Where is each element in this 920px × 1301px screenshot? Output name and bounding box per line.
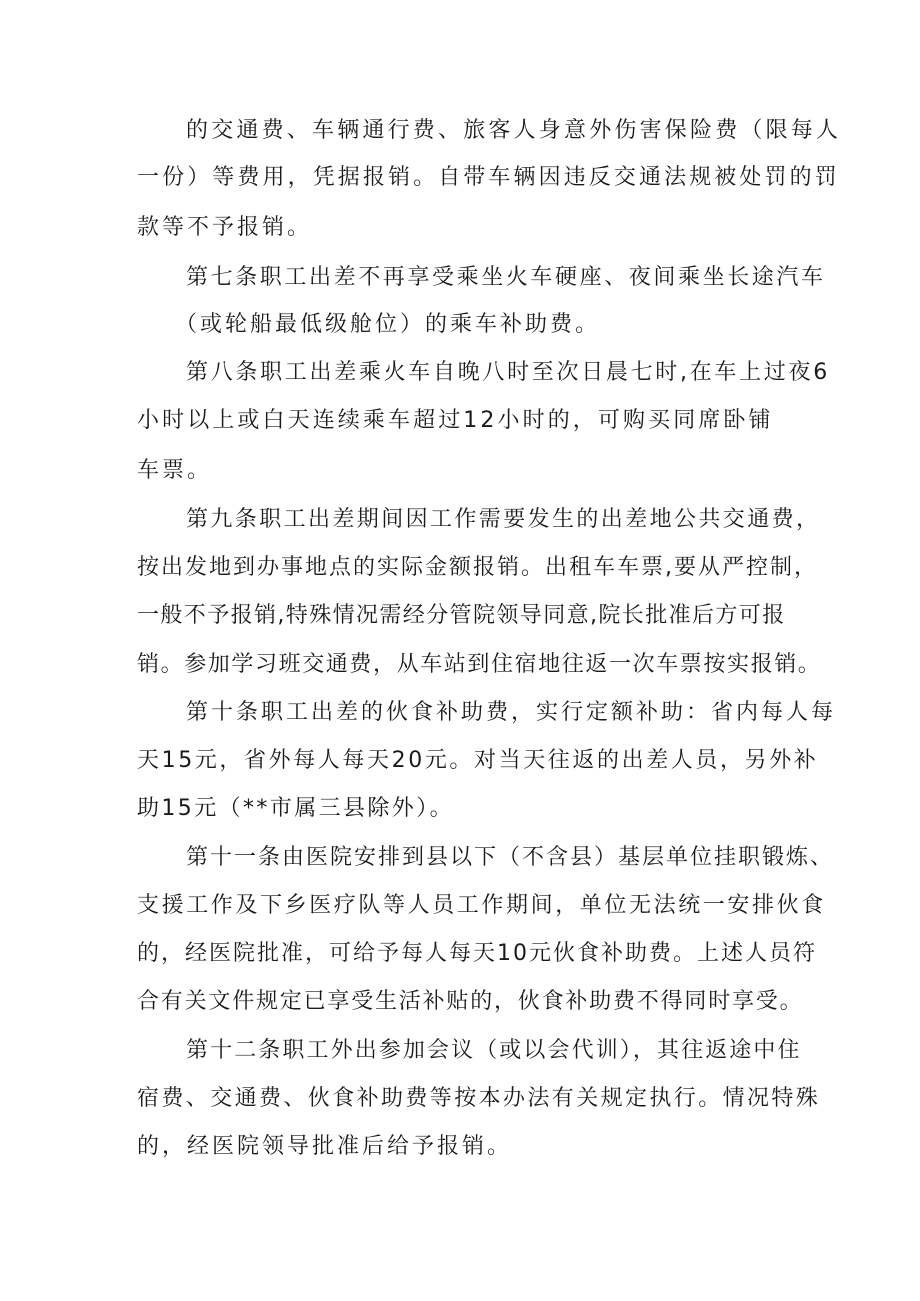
text-line: 按出发地到办事地点的实际金额报销。出租车车票,要从严控制， xyxy=(137,555,818,580)
text-line: 第十二条职工外出参加会议（或以会代训），其往返途中住 xyxy=(186,1038,802,1063)
text-line: 销。参加学习班交通费，从车站到住宿地往返一次车票按实报销。 xyxy=(137,652,822,677)
text-line: 第十条职工出差的伙食补助费，实行定额补助：省内每人每 xyxy=(186,700,837,725)
text-line: 小时以上或白天连续乘车超过12小时的，可购买同席卧铺 xyxy=(137,408,774,433)
text-line: （或轮船最低级舱位）的乘车补助费。 xyxy=(175,312,601,337)
text-line: 一般不予报销,特殊情况需经分管院领导同意,院长批准后方可报 xyxy=(137,603,786,628)
text-line: 第八条职工出差乘火车自晚八时至次日晨七时,在车上过夜6 xyxy=(186,360,830,385)
text-line: 第十一条由医院安排到县以下（不含县）基层单位挂职锻炼、 xyxy=(186,845,835,870)
text-line: 的交通费、车辆通行费、旅客人身意外伤害保险费（限每人 xyxy=(186,118,842,143)
text-line: 支援工作及下乡医疗队等人员工作期间，单位无法统一安排伙食 xyxy=(137,893,826,918)
text-line: 助15元（**市属三县除外）。 xyxy=(137,796,454,821)
text-line: 合有关文件规定已享受生活补贴的，伙食补助费不得同时享受。 xyxy=(137,989,804,1014)
text-line: 天15元，省外每人每天20元。对当天往返的出差人员，另外补 xyxy=(137,748,819,773)
text-line: 一份）等费用，凭据报销。自带车辆因违反交通法规被处罚的罚 xyxy=(137,165,840,190)
text-line: 第七条职工出差不再享受乘坐火车硬座、夜间乘坐长途汽车 xyxy=(186,265,826,290)
text-line: 第九条职工出差期间因工作需要发生的出差地公共交通费， xyxy=(186,507,821,532)
text-line: 宿费、交通费、伙食补助费等按本办法有关规定执行。情况特殊 xyxy=(137,1086,821,1111)
text-line: 的，经医院领导批准后给予报销。 xyxy=(137,1134,513,1159)
text-line: 车票。 xyxy=(137,458,213,483)
text-line: 款等不予报销。 xyxy=(137,215,313,240)
text-line: 的，经医院批准，可给予每人每天10元伙食补助费。上述人员符 xyxy=(137,941,817,966)
